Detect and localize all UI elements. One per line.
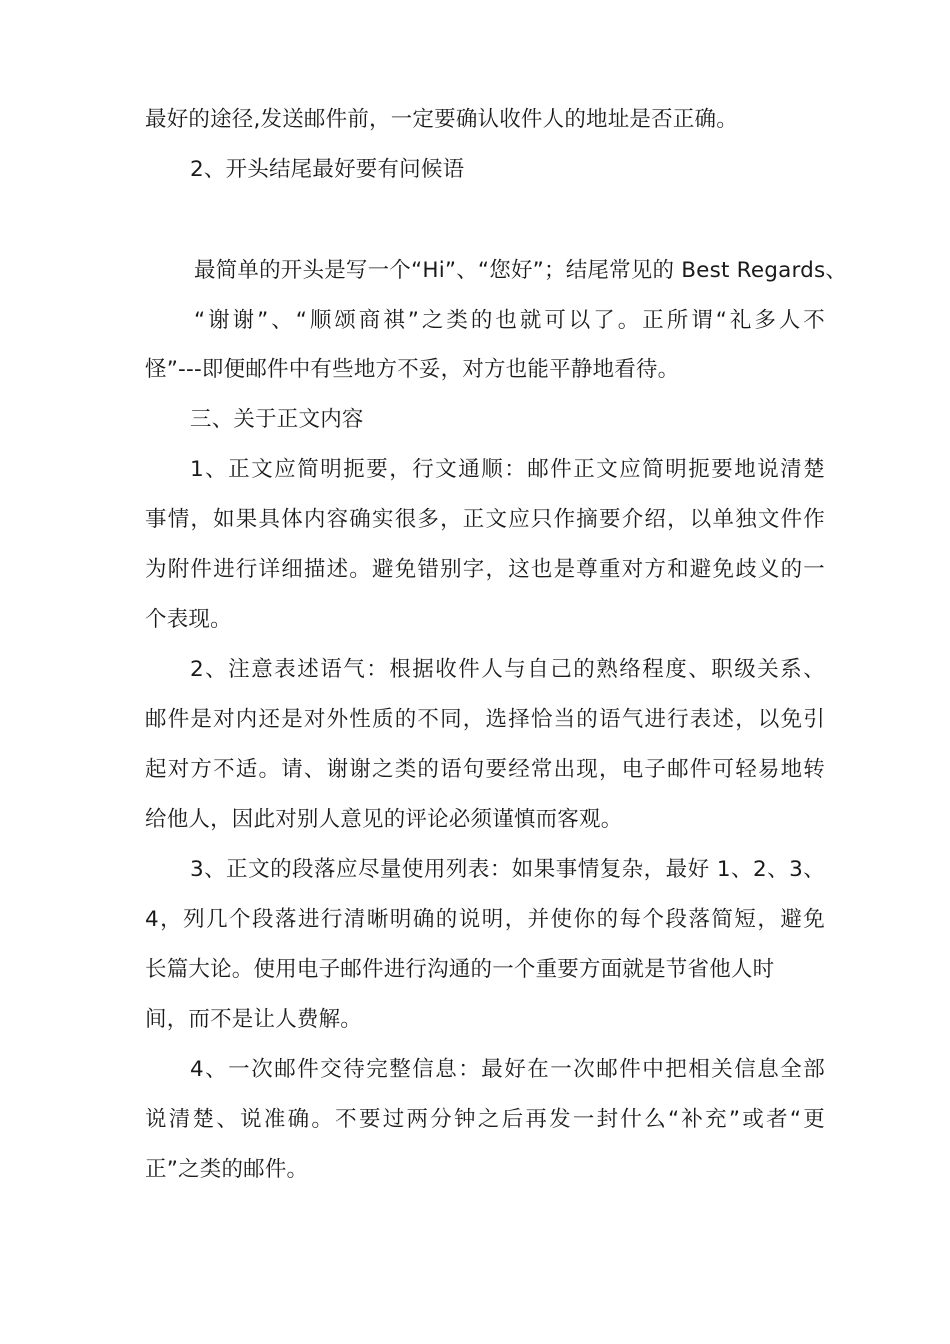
text-line: 1、正文应简明扼要，行文通顺：邮件正文应简明扼要地说清楚 bbox=[190, 457, 825, 482]
text-line: 间，而不是让人费解。 bbox=[145, 1007, 363, 1032]
text-line: 给他人，因此对别人意见的评论必须谨慎而客观。 bbox=[145, 807, 623, 832]
text-line: 2、注意表述语气：根据收件人与自己的熟络程度、职级关系、 bbox=[190, 657, 825, 682]
text-line: 怪”---即便邮件中有些地方不妥，对方也能平静地看待。 bbox=[145, 357, 680, 382]
text-line: 为附件进行详细描述。避免错别字，这也是尊重对方和避免歧义的一 bbox=[145, 557, 825, 582]
text-line: 4，列几个段落进行清晰明确的说明，并使你的每个段落简短，避免 bbox=[145, 907, 825, 932]
text-line: 个表现。 bbox=[145, 607, 232, 632]
text-line: 邮件是对内还是对外性质的不同，选择恰当的语气进行表述，以免引 bbox=[145, 707, 825, 732]
text-line: 3、正文的段落应尽量使用列表：如果事情复杂，最好 1、2、3、 bbox=[190, 857, 825, 882]
text-line: 正”之类的邮件。 bbox=[145, 1157, 309, 1182]
text-line: 4、一次邮件交待完整信息：最好在一次邮件中把相关信息全部 bbox=[190, 1057, 825, 1082]
section-heading: 2、开头结尾最好要有问候语 bbox=[190, 157, 465, 182]
text-line: 最好的途径,发送邮件前，一定要确认收件人的地址是否正确。 bbox=[145, 107, 738, 132]
text-line: 最简单的开头是写一个“Hi”、“您好”；结尾常见的 Best Regards、 bbox=[194, 258, 848, 283]
section-heading: 三、关于正文内容 bbox=[190, 407, 364, 432]
text-line: 说清楚、说准确。不要过两分钟之后再发一封什么“补充”或者“更 bbox=[145, 1107, 825, 1132]
text-line: “谢谢”、“顺颂商祺”之类的也就可以了。正所谓“礼多人不 bbox=[194, 308, 825, 333]
text-line: 事情，如果具体内容确实很多，正文应只作摘要介绍，以单独文件作 bbox=[145, 507, 825, 532]
text-line: 起对方不适。请、谢谢之类的语句要经常出现，电子邮件可轻易地转 bbox=[145, 757, 825, 782]
text-line: 长篇大论。使用电子邮件进行沟通的一个重要方面就是节省他人时 bbox=[145, 957, 775, 982]
